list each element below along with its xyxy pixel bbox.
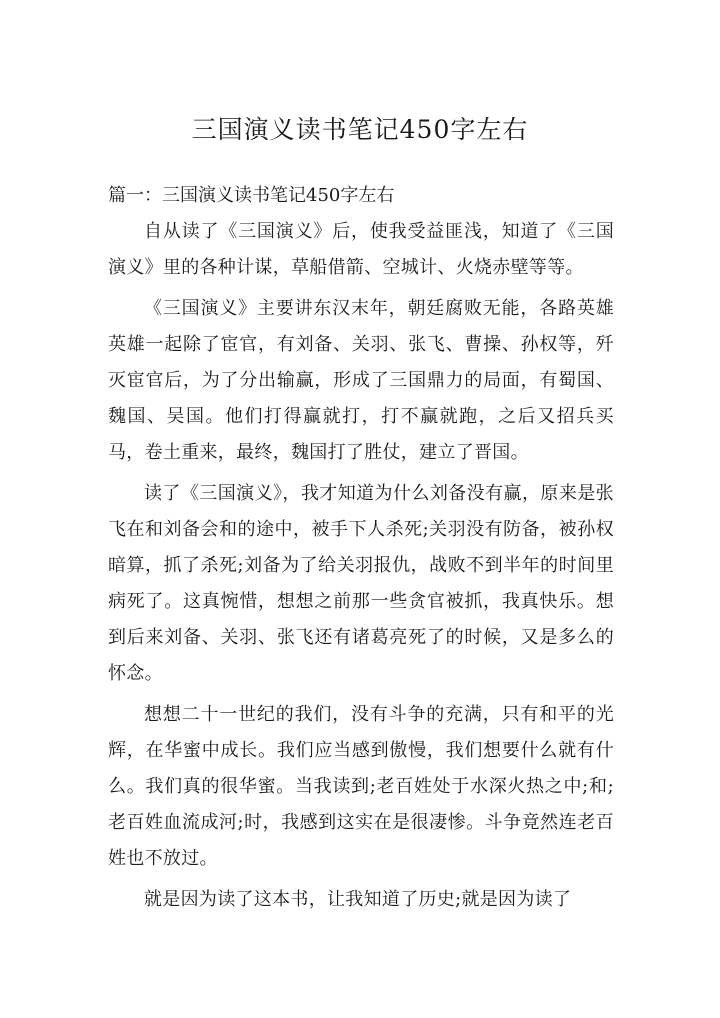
paragraph-2: 《三国演义》主要讲东汉末年，朝廷腐败无能，各路英雄英雄一起除了宦官，有刘备、关羽、张飞、曹操、孙权等，歼灭宦官后，为了分出输赢，形成了三国鼎力的局面，有蜀国、魏国、吴国。他们打得赢就打，打不赢就跑，之后又招兵买马，卷土重来，最终，魏国打了胜仗，建立了晋国。	[108, 298, 614, 463]
paragraph-3: 读了《三国演义》，我才知道为什么刘备没有赢，原来是张飞在和刘备会和的途中，被手下人杀死;关羽没有防备，被孙权暗算，抓了杀死;刘备为了给关羽报仇，战败不到半年的时间里病死了。这真惋惜，想想之前那一些贪官被抓，我真快乐。想到后来刘备、关羽、张飞还有诸葛亮死了的时候，又是多么的怀念。	[108, 483, 614, 684]
paragraph-4: 想想二十一世纪的我们，没有斗争的充满，只有和平的光辉，在华蜜中成长。我们应当感到傲慢，我们想要什么就有什么。我们真的很华蜜。当我读到;老百姓处于水深火热之中;和;老百姓血流成河;时，我感到这实在是很凄惨。斗争竟然连老百姓也不放过。	[108, 704, 614, 869]
article-body	[108, 178, 614, 918]
paragraph-5: 就是因为读了这本书，让我知道了历史;就是因为读了	[144, 889, 572, 910]
section-heading: 篇一：三国演义读书笔记450字左右	[108, 185, 395, 206]
paragraph-1: 自从读了《三国演义》后，使我受益匪浅，知道了《三国演义》里的各种计谋，草船借箭、空城计、火烧赤壁等等。	[108, 221, 614, 278]
document-title: 三国演义读书笔记450字左右	[191, 115, 529, 144]
